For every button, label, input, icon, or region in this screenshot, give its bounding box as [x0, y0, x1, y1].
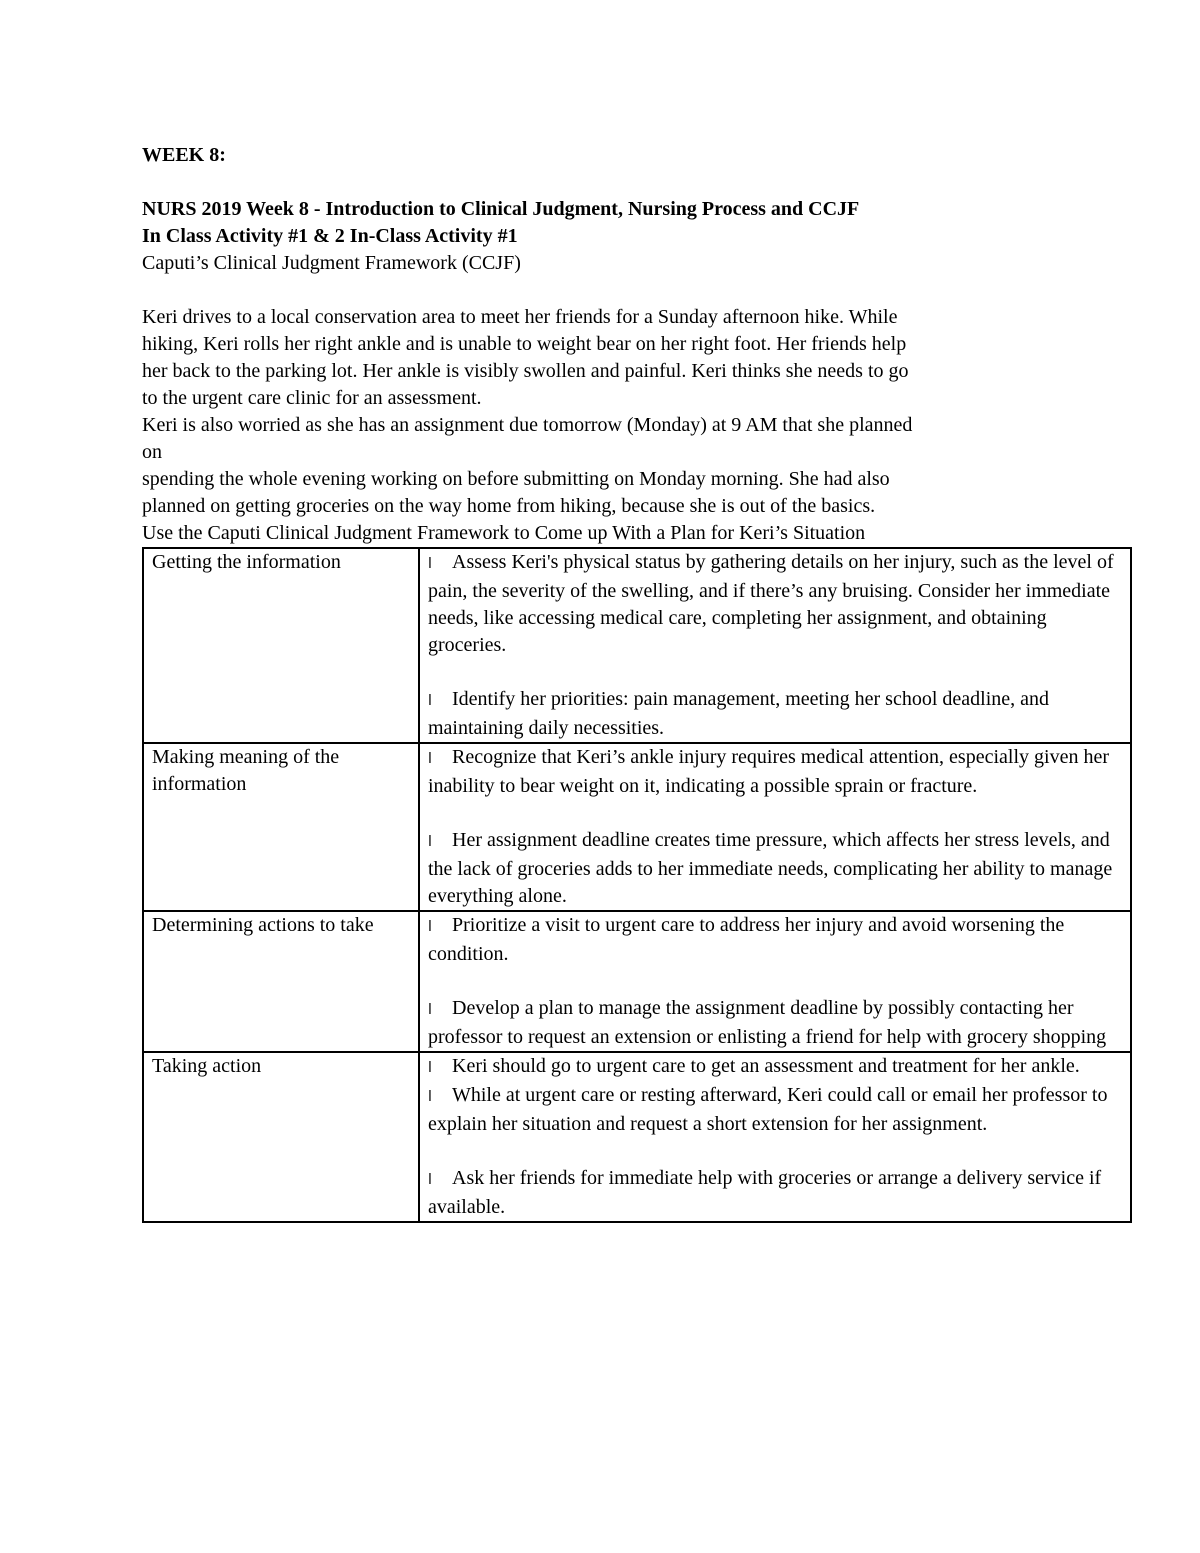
bullet-icon: l	[428, 1172, 432, 1188]
course-title: NURS 2019 Week 8 - Introduction to Clinical Judgment, Nursing Process and CCJF	[142, 198, 860, 220]
scenario-line: Use the Caputi Clinical Judgment Framework to Come up With a Plan for Keri’s Situation	[142, 522, 866, 544]
bullet-icon: l	[428, 919, 432, 935]
scenario-line: on	[142, 441, 162, 463]
activity-title: In Class Activity #1 & 2 In-Class Activity #1	[142, 225, 518, 247]
scenario-line: to the urgent care clinic for an assessment.	[142, 387, 482, 409]
bullet-item	[428, 744, 1122, 800]
bullet-text: Assess Keri's physical status by gathering details on her injury, such as the level of pain, the severity of the swelling, and if there’s any bruising. Consider her immediate needs, like accessing medical care, completing her assignment, and obtaining groceries.	[428, 551, 1114, 656]
scenario-line: Keri is also worried as she has an assignment due tomorrow (Monday) at 9 AM that she planned	[142, 414, 913, 436]
bullet-icon: l	[428, 1002, 432, 1018]
bullet-icon: l	[428, 693, 432, 709]
bullet-text: Ask her friends for immediate help with groceries or arrange a delivery service if available.	[428, 1167, 1102, 1218]
bullet-item	[428, 1165, 1122, 1221]
paragraph-gap	[428, 968, 1122, 995]
row-content	[419, 911, 1131, 1052]
bullet-item	[428, 686, 1122, 742]
bullet-text: Identify her priorities: pain management, meeting her school deadline, and maintaining daily necessities.	[428, 688, 1050, 739]
bullet-icon: l	[428, 556, 432, 572]
bullet-text: While at urgent care or resting afterward, Keri could call or email her professor to explain her situation and request a short extension for her assignment.	[428, 1084, 1108, 1135]
bullet-item	[428, 827, 1122, 910]
scenario-text	[142, 304, 1132, 547]
bullet-icon: l	[428, 834, 432, 850]
bullet-icon: l	[428, 1089, 432, 1105]
table-row	[143, 911, 1131, 1052]
paragraph-gap	[428, 659, 1122, 686]
row-label: Taking action	[143, 1052, 419, 1222]
ccjf-table	[142, 547, 1132, 1223]
bullet-text: Develop a plan to manage the assignment deadline by possibly contacting her professor to request an extension or enlisting a friend for help with grocery shopping	[428, 997, 1107, 1048]
scenario-line: spending the whole evening working on before submitting on Monday morning. She had also	[142, 468, 890, 490]
row-label: Getting the information	[143, 548, 419, 743]
scenario-line: hiking, Keri rolls her right ankle and is unable to weight bear on her right foot. Her friends help	[142, 333, 907, 355]
scenario-line: her back to the parking lot. Her ankle is visibly swollen and painful. Keri thinks she needs to go	[142, 360, 909, 382]
table-row	[143, 548, 1131, 743]
bullet-item	[428, 995, 1122, 1051]
bullet-icon: l	[428, 751, 432, 767]
paragraph-gap	[428, 1138, 1122, 1165]
scenario-line: planned on getting groceries on the way home from hiking, because she is out of the basics.	[142, 495, 876, 517]
row-label: Making meaning of the information	[143, 743, 419, 911]
bullet-text: Keri should go to urgent care to get an assessment and treatment for her ankle.	[452, 1055, 1080, 1077]
week-title: WEEK 8:	[142, 144, 226, 166]
table-row	[143, 743, 1131, 911]
document-page	[142, 142, 1132, 1223]
paragraph-gap	[428, 800, 1122, 827]
row-content	[419, 743, 1131, 911]
bullet-item	[428, 1082, 1122, 1138]
row-content	[419, 1052, 1131, 1222]
scenario-line: Keri drives to a local conservation area to meet her friends for a Sunday afternoon hike. While	[142, 306, 898, 328]
bullet-text: Her assignment deadline creates time pressure, which affects her stress levels, and the lack of groceries adds to her immediate needs, complicating her ability to manage everything alone.	[428, 829, 1113, 907]
bullet-item	[428, 1053, 1122, 1082]
table-row	[143, 1052, 1131, 1222]
bullet-text: Recognize that Keri’s ankle injury requires medical attention, especially given her inability to bear weight on it, indicating a possible sprain or fracture.	[428, 746, 1109, 797]
bullet-text: Prioritize a visit to urgent care to address her injury and avoid worsening the condition.	[428, 914, 1065, 965]
row-label: Determining actions to take	[143, 911, 419, 1052]
bullet-icon: l	[428, 1060, 432, 1076]
section-spacer	[142, 277, 1132, 304]
row-content	[419, 548, 1131, 743]
framework-title: Caputi’s Clinical Judgment Framework (CCJF)	[142, 252, 521, 274]
bullet-item	[428, 549, 1122, 659]
bullet-item	[428, 912, 1122, 968]
